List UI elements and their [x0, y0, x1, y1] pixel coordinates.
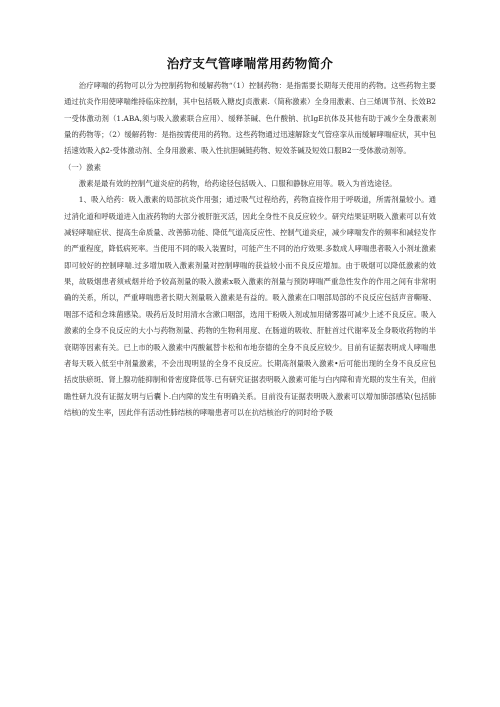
document-body	[64, 78, 436, 421]
hormones-paragraph: 激素是最有效的控制气道炎症的药物，给药途径包括吸入、口服和静脉应用等。吸入为首选途径。	[78, 179, 397, 189]
document-title: 治疗支气管哮喘常用药物简介	[166, 56, 334, 71]
intro-paragraph: 治疗哮喘的药物可以分为控制药物和缓解药物“（1）控制药物：是指需要长期每天使用的药物。这些药物主要通过抗炎作用使哮喘维持临床控制，其中包括吸入糖皮J贞激素.（简称激素）全身用激素、白三烯调节剂、长效B2一受体激动剂（1.ABA,须与吸入激素联合应用）、缓释茶碱、色什酸钠、抗IgE抗体及其他有助于减少全身激素剂量的药物等；（2）缓解药物：是指按需使用的药物。这些药物通过迅速解除支气管痉挛从而缓解哮喘症状，其中包括速效吸入β2-受体激动剂、全身用激素、吸入性抗胆碱链药物、短效茶碱及短效口服B2一受体激动剂等。	[64, 81, 436, 156]
section-heading-hormones: （一）激素	[64, 162, 101, 172]
inhalation-paragraph: 1、吸入给药：吸入激素的局部抗炎作用强；通过吸气过程给药，药物直接作用于呼吸道，所需剂量较小。通过消化道和呼吸道进入血液药物的大部分被肝脏灭活，因此全身性不良反应较少。研究结果证明吸入激素可以有效减轻哮喘症状、提高生命质量、改善肺功能、降低气道高反应性、控制气道炎症，减少哮喘发作的频率和减轻发作的严重程度，降低病死率。当使用不同的吸入装置时，可能产生不同的治疗效果.多数成人哮喘患者吸入小剂址激素即可较好的控制哮喘.过多增加吸入激素剂量对控制哮喘的获益较小而不良反应增加。由于吸烟可以降低激素的效果，故吸烟患者须戒烟并给予较高剂量的吸入激素x吸入激素的剂量与预防哮喘严重急性发作的作用之间有非常明确的关系，所以，严重哮喘患者长期大剂量吸入激素是有益的。吸入激素在口咽部局部的不良反应包括声音嘶哑、咽部不适和念珠菌感染。吸药后及时用清水含漱口咽部，选用干粉吸入剂或加用储雾器可减少上述不良反应。吸入激素的全身不良反应的大小与药物剂量、药物的生物利用度、在肠道的吸收、肝脏首过代谢率及全身吸收药物的半衰期等因素有关。已上市的吸入激素中丙酸氟替卡松和布地奈德的全身不良反应较少。目前有证据表明成人哮喘患者每天吸入低至中剂量激素，不会出现明显的全身不良反应。长期高剂量吸入激素•后可能出现的全身不良反应包括皮肤瘀斑、肾上腺功能抑制和骨密度降低等.已有研究证据表明吸入激素可能与白内障和青光眼的发生有关，但前瞻性研九没有证据友明与后囊卜.白内障的发生有明确关系。目前没有证据表明吸入激素可以增加肺部感染(包括肺结核)的发生率，因此伴有活动性肺结核的哮喘患者可以在抗结核治疗的同时给予吸	[64, 195, 436, 417]
